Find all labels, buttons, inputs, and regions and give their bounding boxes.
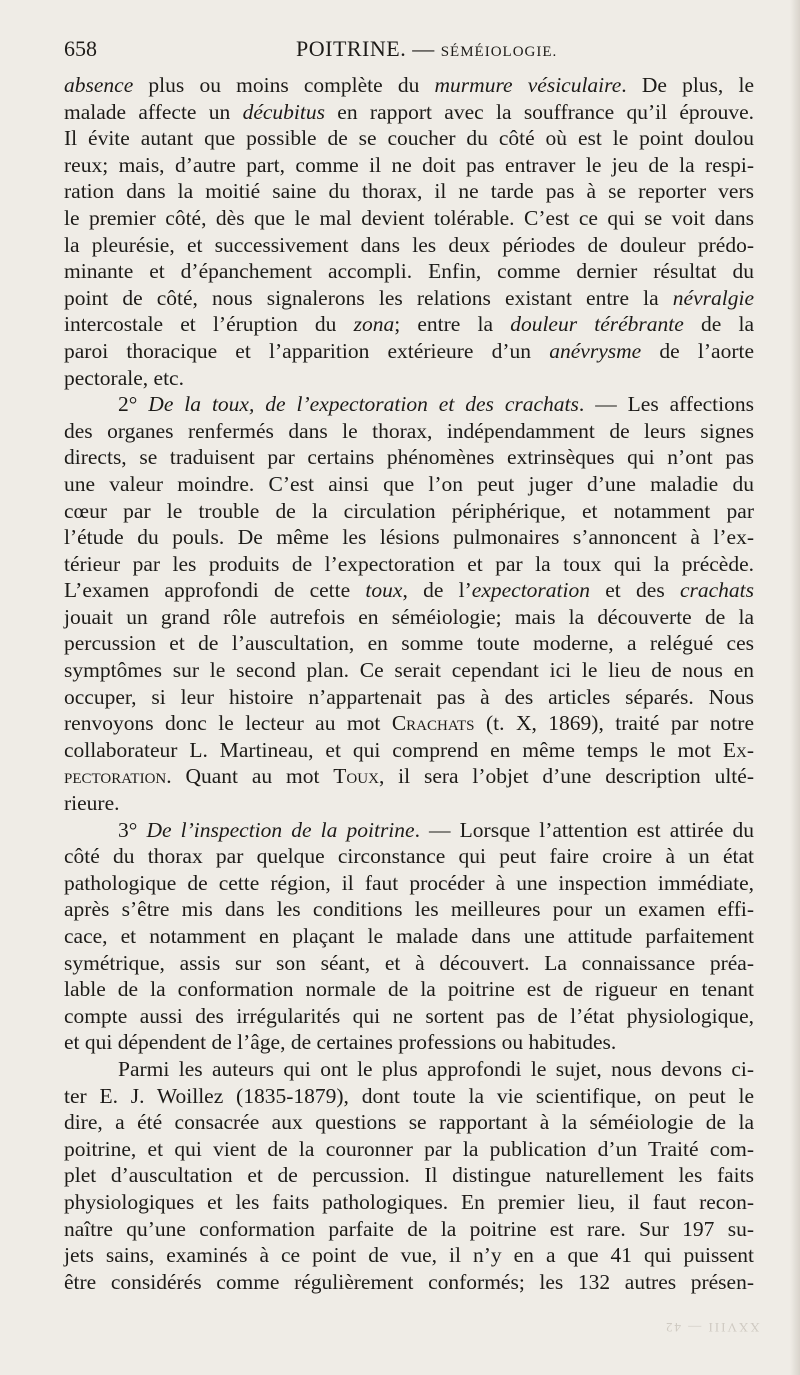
running-title-main: POITRINE. —	[296, 36, 435, 61]
text-run: symptômes sur le second plan. Ce serait cependant ici le lieu de nous en	[64, 658, 754, 683]
text-run: rieure.	[64, 791, 120, 816]
text-line	[64, 125, 754, 152]
text-run: . De plus, le	[621, 73, 754, 97]
text-run: côté du thorax par quelque circonstance qui peut faire croire à un état	[64, 844, 754, 869]
text-line	[64, 152, 754, 179]
text-run: point de côté, nous signalerons les relations existant entre la	[64, 285, 673, 310]
text-run: plus ou moins complète du	[133, 73, 435, 97]
text-run: 2°	[118, 392, 149, 417]
text-run: la pleurésie, et successivement dans les deux périodes de douleur prédo-	[64, 232, 754, 257]
text-run: ter E. J. Woillez (1835-1879), dont toute la vie scientifique, on peut le	[64, 1083, 754, 1108]
text-run: et des	[590, 578, 680, 603]
text-run: l’étude du pouls. De même les lésions pulmonaires s’annoncent à l’ex-	[64, 525, 754, 550]
text-run: L’examen approfondi de cette	[64, 578, 366, 603]
text-line	[64, 1083, 754, 1110]
text-line	[64, 1269, 754, 1296]
text-line	[64, 418, 754, 445]
text-run: plet d’auscultation et de percussion. Il distingue naturellement les faits	[64, 1163, 754, 1188]
text-run: jouait un grand rôle autrefois en séméiologie; mais la découverte de la	[64, 604, 754, 629]
text-line	[64, 471, 754, 498]
text-run: cace, et notamment en plaçant le malade dans une attitude parfaitement	[64, 924, 754, 948]
text-run: poitrine, et qui vient de la couronner par la publication d’un Traité com-	[64, 1136, 754, 1161]
small-caps-run: pectoration	[64, 764, 167, 789]
text-run: . Quant au mot	[166, 764, 334, 789]
text-run: (t. X, 1869), traité par notre	[474, 711, 754, 736]
italic-run: murmure vésiculaire	[434, 73, 622, 97]
text-run: de l’aorte	[641, 338, 754, 363]
italic-run: absence	[64, 73, 134, 97]
text-line	[64, 817, 754, 844]
small-caps-run: Toux	[333, 764, 379, 789]
text-run: . — Les affections	[578, 392, 754, 417]
text-line	[64, 630, 754, 657]
text-run: lable de la conformation normale de la poitrine est de rigueur en tenant	[64, 977, 754, 1002]
italic-run: douleur térébrante	[510, 312, 684, 337]
text-run: malade affecte un	[64, 99, 243, 124]
text-run: térieur par les produits de l’expectoration et par la toux qui la précède.	[64, 551, 754, 576]
text-line	[64, 524, 754, 551]
text-line	[64, 1189, 754, 1216]
text-run: pectorale, etc.	[64, 365, 184, 390]
text-line	[64, 604, 754, 631]
text-line	[64, 790, 754, 817]
text-line	[64, 684, 754, 711]
body-text	[64, 72, 754, 1295]
text-line	[64, 232, 754, 259]
text-run: , il sera l’objet d’une description ulté-	[378, 764, 754, 789]
text-line	[64, 178, 754, 205]
text-line	[64, 1216, 754, 1243]
text-line	[64, 923, 754, 950]
text-run: de la	[683, 312, 754, 337]
running-header	[64, 36, 760, 72]
italic-run: crachats	[679, 578, 754, 603]
text-run: pathologique de cette région, il faut procéder à une inspection immédiate,	[64, 870, 754, 895]
text-line	[64, 1136, 754, 1163]
text-run: renvoyons donc le lecteur au mot	[64, 711, 392, 736]
text-run: naître qu’une conformation parfaite de la poitrine est rare. Sur 197 su-	[64, 1216, 754, 1241]
text-line	[64, 976, 754, 1003]
text-run: intercostale et l’éruption du	[64, 312, 354, 337]
text-run: occuper, si leur histoire n’appartenait pas à des articles séparés. Nous	[64, 684, 754, 709]
text-line	[64, 285, 754, 312]
text-run: directs, se traduisent par certains phénomènes extrinsèques qui n’ont pas	[64, 445, 754, 470]
text-line	[64, 1029, 754, 1056]
text-line	[64, 72, 754, 99]
text-run: , de l’	[402, 578, 472, 603]
italic-run: névralgie	[672, 285, 754, 310]
text-run: cœur par le trouble de la circulation périphérique, et notamment par	[64, 498, 754, 523]
small-caps-run: Crachats	[391, 711, 475, 736]
italic-run: expectoration	[471, 578, 590, 603]
text-run: après s’être mis dans les conditions les meilleures pour un examen effi-	[64, 897, 754, 922]
text-line	[64, 258, 754, 285]
text-line	[64, 1003, 754, 1030]
text-line	[64, 896, 754, 923]
text-run: collaborateur L. Martineau, et qui comprend en même temps le mot	[64, 737, 723, 762]
text-line	[64, 577, 754, 604]
text-run: et qui dépendent de l’âge, de certaines professions ou habitudes.	[64, 1030, 617, 1055]
text-line	[64, 843, 754, 870]
italic-run: toux	[365, 578, 403, 603]
text-run: minante et d’épanchement accompli. Enfin, comme dernier résultat du	[64, 259, 754, 284]
text-line	[64, 391, 754, 418]
text-run: des organes renfermés dans le thorax, indépendamment de leurs signes	[64, 418, 754, 443]
text-run: percussion et de l’auscultation, en somme toute moderne, a relégué ces	[64, 631, 754, 656]
small-caps-run: Ex-	[722, 737, 754, 762]
text-run: dire, a été consacrée aux questions se rapportant à la séméiologie de la	[64, 1110, 754, 1135]
text-run: compte aussi des irrégularités qui ne sortent pas de l’état physiologique,	[64, 1003, 754, 1028]
text-line	[64, 551, 754, 578]
text-run: Parmi les auteurs qui ont le plus approfondi le sujet, nous devons ci-	[118, 1056, 754, 1081]
text-line	[64, 311, 754, 338]
text-line	[64, 950, 754, 977]
text-run: . — Lorsque l’attention est attirée du	[414, 817, 755, 842]
text-line	[64, 365, 754, 392]
running-title	[296, 36, 557, 62]
text-line	[64, 870, 754, 897]
text-line	[64, 99, 754, 126]
footer-show-through: XXVIII — 42	[664, 1320, 760, 1335]
text-line	[64, 1056, 754, 1083]
text-line	[64, 444, 754, 471]
text-line	[64, 1109, 754, 1136]
italic-run: décubitus	[242, 99, 325, 124]
italic-run: anévrysme	[549, 338, 642, 363]
text-line	[64, 338, 754, 365]
running-title-section: SÉMÉIOLOGIE.	[440, 44, 558, 60]
text-run: ; entre la	[394, 312, 511, 337]
text-line	[64, 205, 754, 232]
text-run: physiologiques et les faits pathologiques. En premier lieu, il faut recon-	[64, 1189, 754, 1214]
text-run: 3°	[118, 817, 147, 842]
text-run: reux; mais, d’autre part, comme il ne doit pas entraver le jeu de la respi-	[64, 152, 754, 177]
text-line	[64, 737, 754, 764]
italic-run: zona	[353, 312, 395, 337]
text-run: Il évite autant que possible de se coucher du côté où est le point doulou	[64, 126, 754, 151]
text-run: jets sains, examinés à ce point de vue, il n’y en a que 41 qui puissent	[64, 1243, 754, 1268]
text-line	[64, 1242, 754, 1269]
text-run: une valeur moindre. C’est ainsi que l’on peut juger d’une maladie du	[64, 471, 754, 496]
text-line	[64, 1162, 754, 1189]
page-edge-shadow	[790, 0, 800, 1375]
text-line	[64, 498, 754, 525]
italic-run: De la toux, de l’expectoration et des crachats	[148, 392, 579, 417]
text-run: ration dans la moitié saine du thorax, il ne tarde pas à se reporter vers	[64, 179, 754, 204]
italic-run: De l’inspection de la poitrine	[146, 817, 415, 842]
text-run: le premier côté, dès que le mal devient tolérable. C’est ce qui se voit dans	[64, 205, 754, 230]
text-line	[64, 763, 754, 790]
text-line	[64, 710, 754, 737]
text-run: en rapport avec la souffrance qu’il éprouve.	[325, 99, 755, 124]
page-number: 658	[64, 36, 97, 61]
text-run: être considérés comme régulièrement conformés; les 132 autres présen-	[64, 1269, 754, 1294]
text-run: paroi thoracique et l’apparition extérieure d’un	[64, 338, 550, 363]
text-run: symétrique, assis sur son séant, et à découvert. La connaissance préa-	[64, 950, 754, 975]
text-line	[64, 657, 754, 684]
